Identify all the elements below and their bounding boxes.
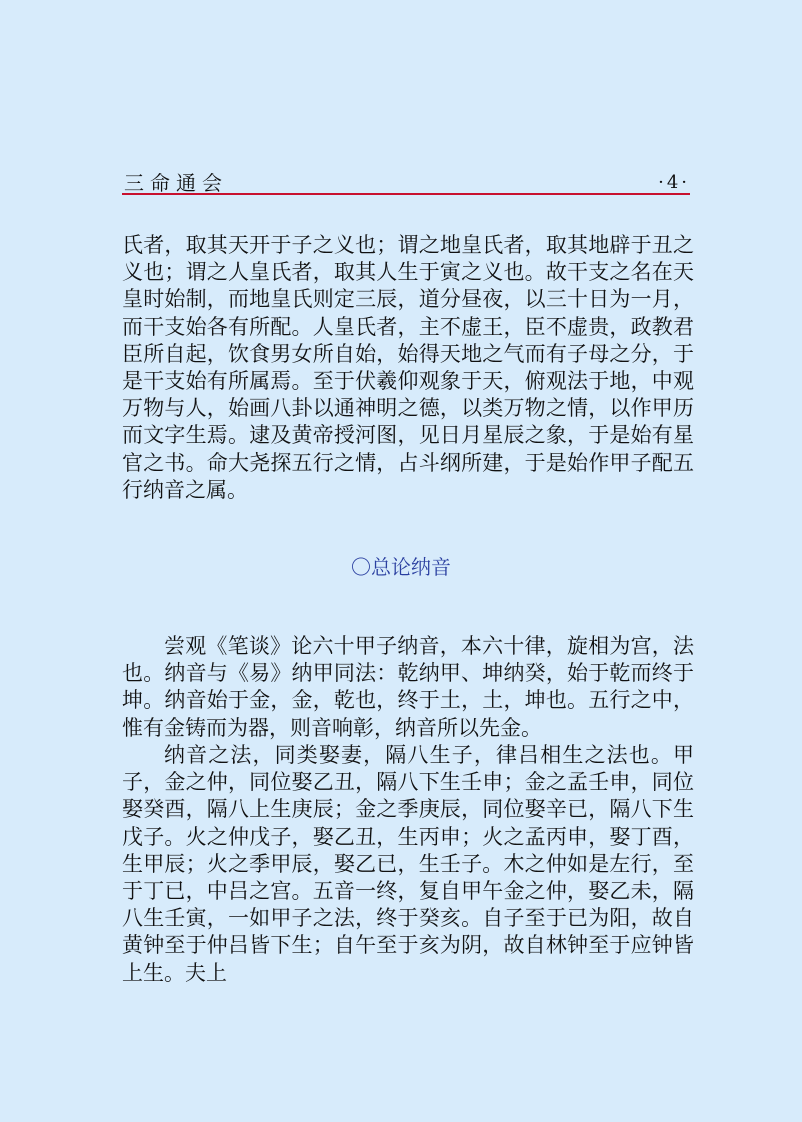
- page-number: ·4·: [658, 172, 690, 193]
- section-heading: 〇总论纳音: [351, 555, 451, 579]
- paragraph-bitan-nayin: 尝观《笔谈》论六十甲子纳音，本六十律，旋相为宫，法也。纳音与《易》纳甲同法：乾纳甲、坤纳癸，始于乾而终于坤。纳音始于金，金，乾也，终于土，土，坤也。五行之中，惟有金铸而为器，则音响彰，纳音所以先金。: [122, 634, 694, 740]
- header-rule-divider: [122, 193, 690, 195]
- running-header: [122, 170, 690, 194]
- paragraph-origin-of-ganzhi: 氏者，取其天开于子之义也；谓之地皇氏者，取其地辟于丑之义也；谓之人皇氏者，取其人生于寅之义也。故干支之名在天皇时始制，而地皇氏则定三辰，道分昼夜，以三十日为一月，而干支始各有所配。人皇氏者，主不虚王，臣不虚贵，政教君臣所自起，饮食男女所自始，始得天地之气而有子母之分，于是干支始有所属焉。至于伏羲仰观象于天，俯观法于地，中观万物与人，始画八卦以通神明之德，以类万物之情，以作甲历而文字生焉。逮及黄帝授河图，见日月星辰之象，于是始有星官之书。命大尧探五行之情，占斗纲所建，于是始作甲子配五行纳音之属。: [122, 233, 694, 502]
- paragraph-nayin-method: 纳音之法，同类娶妻，隔八生子，律吕相生之法也。甲子，金之仲，同位娶乙丑，隔八下生壬申；金之孟壬申，同位娶癸酉，隔八上生庚辰；金之季庚辰，同位娶辛已，隔八下生戊子。火之仲戊子，娶乙丑，生丙申；火之孟丙申，娶丁酉，生甲辰；火之季甲辰，娶乙已，生壬子。木之仲如是左行，至于丁已，中吕之宫。五音一终，复自甲午金之仲，娶乙未，隔八生壬寅，一如甲子之法，终于癸亥。自子至于已为阳，故自黄钟至于仲吕皆下生；自午至于亥为阴，故自林钟至于应钟皆上生。夫上: [122, 743, 694, 985]
- book-title: 三命通会: [124, 171, 228, 195]
